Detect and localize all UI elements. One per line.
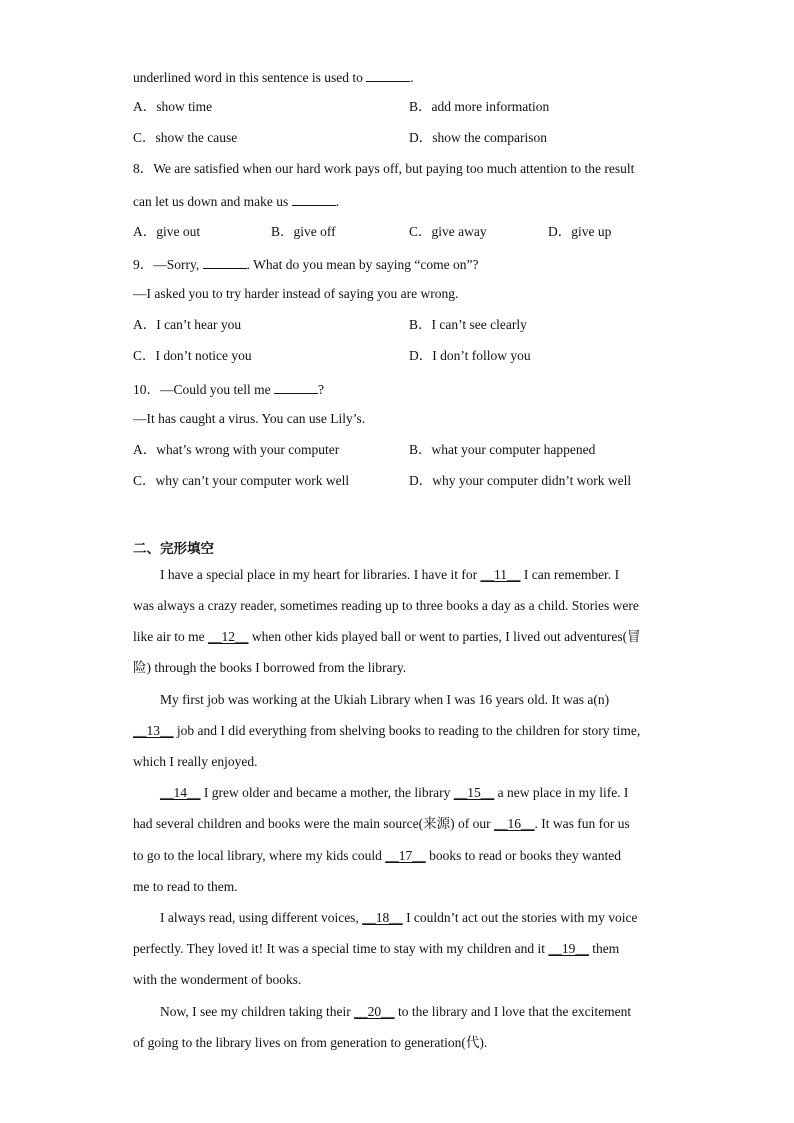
q8-blank[interactable] <box>292 191 336 206</box>
text: them <box>588 941 620 956</box>
option-label: D． <box>409 130 433 145</box>
option-label: C． <box>133 348 156 363</box>
passage-p3-line3 <box>133 847 621 865</box>
option-text: I can’t hear you <box>156 317 242 332</box>
option-text: I don’t follow you <box>432 348 531 363</box>
text: when other kids played ball or went to parties, I lived out adventures(冒 <box>248 629 641 644</box>
option-label: C． <box>409 224 432 239</box>
option-text: why your computer didn’t work well <box>432 473 632 488</box>
q8-stem-line2: can let us down and make us . <box>133 191 339 211</box>
option-text: give off <box>293 224 336 239</box>
q8-stem-text: can let us down and make us <box>133 194 289 209</box>
passage-p1-line2: was always a crazy reader, sometimes reading up to three books a day as a child. Stories were <box>133 598 639 613</box>
q9-stem-line1 <box>133 254 478 274</box>
q7-blank[interactable] <box>366 67 410 82</box>
q10-stem-line1: 10．—Could you tell me ? <box>133 379 324 399</box>
q7-option-c[interactable] <box>133 129 237 147</box>
passage-p1-line4: 险) through the books I borrowed from the library. <box>133 660 407 675</box>
q9-stem-line2: —I asked you to try harder instead of saying you are wrong. <box>133 286 459 301</box>
option-text: I can’t see clearly <box>431 317 527 332</box>
option-label: B． <box>409 99 432 114</box>
passage-p3-line2 <box>133 815 630 833</box>
passage-p4-line1 <box>160 909 638 927</box>
q10-option-b[interactable] <box>409 441 595 459</box>
option-label: B． <box>409 442 432 457</box>
passage-p2-line2 <box>133 722 640 740</box>
text: to the library and I love that the excitement <box>394 1004 632 1019</box>
blank-13[interactable]: __13__ <box>133 723 174 738</box>
text: I couldn’t act out the stories with my voice <box>402 910 638 925</box>
q9-option-d[interactable] <box>409 347 531 365</box>
option-label: B． <box>409 317 432 332</box>
option-label: A． <box>133 224 157 239</box>
blank-19[interactable]: __19__ <box>548 941 589 956</box>
passage-p1-line1 <box>160 566 619 584</box>
q10-option-c[interactable] <box>133 472 349 490</box>
q10-option-a[interactable] <box>133 441 339 459</box>
option-text: why can’t your computer work well <box>155 473 350 488</box>
passage-p3-line1 <box>160 784 628 802</box>
blank-18[interactable]: __18__ <box>362 910 403 925</box>
text: I can remember. I <box>520 567 620 582</box>
text: job and I did everything from shelving books to reading to the children for story time, <box>173 723 641 738</box>
q8-stem-line1: 8．We are satisfied when our hard work pays off, but paying too much attention to the result <box>133 161 635 176</box>
option-label: B． <box>271 224 294 239</box>
q8-option-a[interactable] <box>133 223 200 241</box>
text: books to read or books they wanted <box>425 848 622 863</box>
option-text: give up <box>571 224 612 239</box>
q10-option-d[interactable] <box>409 472 631 490</box>
option-text: what’s wrong with your computer <box>156 442 340 457</box>
text: like air to me <box>133 629 208 644</box>
q8-option-c[interactable] <box>409 223 487 241</box>
passage-p4-line3: with the wonderment of books. <box>133 972 302 987</box>
q9-stem-text-2: . What do you mean by saying “come on”? <box>246 257 479 272</box>
blank-17[interactable]: __17__ <box>385 848 426 863</box>
q7-stem: underlined word in this sentence is used to . <box>133 67 414 87</box>
q7-stem-text: underlined word in this sentence is used to <box>133 70 363 85</box>
q10-stem-text: 10．—Could you tell me <box>133 382 271 397</box>
option-label: D． <box>548 224 572 239</box>
q10-blank[interactable] <box>274 379 318 394</box>
q9-option-c[interactable] <box>133 347 252 365</box>
text: I always read, using different voices, <box>160 910 363 925</box>
passage-p1-line3 <box>133 628 641 646</box>
passage-p5-line1 <box>160 1003 631 1021</box>
passage-p2-line3: which I really enjoyed. <box>133 754 258 769</box>
q8-option-b[interactable] <box>271 223 336 241</box>
text: to go to the local library, where my kids could <box>133 848 386 863</box>
option-label: A． <box>133 99 157 114</box>
option-text: give away <box>431 224 487 239</box>
text: a new place in my life. I <box>494 785 629 800</box>
q7-option-b[interactable] <box>409 98 549 116</box>
passage-p5-line2: of going to the library lives on from generation to generation(代). <box>133 1035 488 1050</box>
passage-p2-line1: My first job was working at the Ukiah Library when I was 16 years old. It was a(n) <box>160 692 610 707</box>
option-text: give out <box>156 224 201 239</box>
section-title-cloze: 二、完形填空 <box>133 541 214 557</box>
option-text: show the cause <box>155 130 238 145</box>
blank-11[interactable]: __11__ <box>480 567 521 582</box>
passage-p3-line4: me to read to them. <box>133 879 238 894</box>
q9-option-b[interactable] <box>409 316 527 334</box>
option-text: show time <box>156 99 213 114</box>
text: perfectly. They loved it! It was a special time to stay with my children and it <box>133 941 549 956</box>
q10-stem-line2: —It has caught a virus. You can use Lily’s. <box>133 411 366 426</box>
q7-option-a[interactable] <box>133 98 212 116</box>
text: had several children and books were the main source(来源) of our <box>133 816 494 831</box>
q9-option-a[interactable] <box>133 316 241 334</box>
option-label: A． <box>133 317 157 332</box>
text: . It was fun for us <box>534 816 630 831</box>
text: I grew older and became a mother, the library <box>200 785 454 800</box>
text: I have a special place in my heart for libraries. I have it for <box>160 567 481 582</box>
option-label: C． <box>133 130 156 145</box>
option-label: A． <box>133 442 157 457</box>
option-text: add more information <box>431 99 550 114</box>
text: Now, I see my children taking their <box>160 1004 355 1019</box>
option-label: C． <box>133 473 156 488</box>
option-label: D． <box>409 473 433 488</box>
blank-16[interactable]: __16__ <box>494 816 535 831</box>
q9-stem-text: 9．—Sorry, <box>133 257 200 272</box>
blank-12[interactable]: __12__ <box>207 629 249 644</box>
q9-blank[interactable] <box>203 254 247 269</box>
blank-20[interactable]: __20__ <box>354 1004 395 1019</box>
blank-14[interactable]: __14__ <box>160 785 201 800</box>
option-text: I don’t notice you <box>155 348 252 363</box>
blank-15[interactable]: __15__ <box>453 785 495 800</box>
option-text: what your computer happened <box>431 442 596 457</box>
q8-option-d[interactable] <box>548 223 611 241</box>
option-text: show the comparison <box>432 130 547 145</box>
passage-p4-line2 <box>133 940 619 958</box>
q7-option-d[interactable] <box>409 129 547 147</box>
option-label: D． <box>409 348 433 363</box>
